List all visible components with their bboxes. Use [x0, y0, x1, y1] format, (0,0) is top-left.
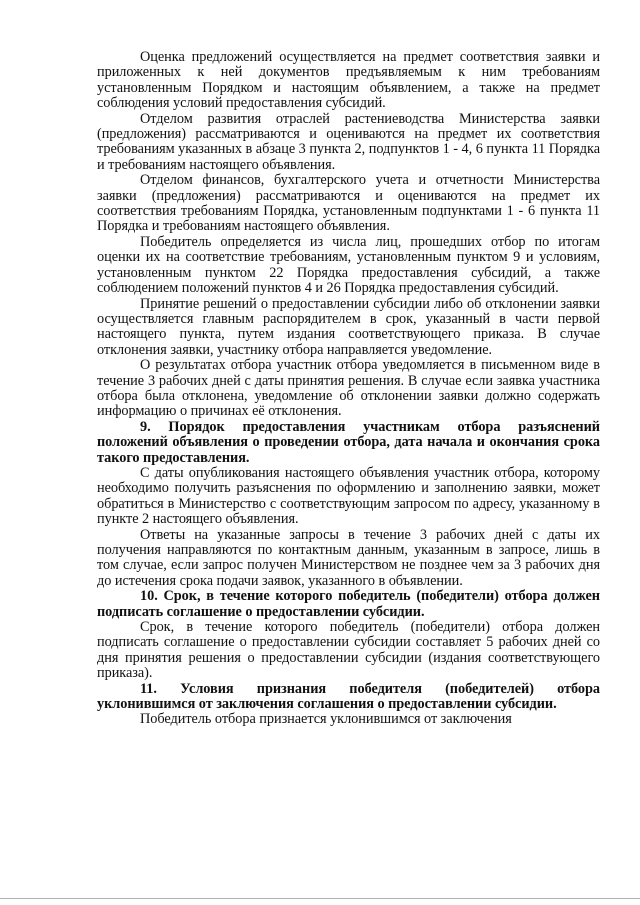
section-heading-9: 9. Порядок предоставления участникам отбора разъяснений положений объявления о проведении отбора, дата начала и окончания срока такого предоставления. [97, 418, 600, 466]
paragraph-finance-department: Отделом финансов, бухгалтерского учета и отчетности Министерства заявки (предложения) рассматриваются и оцениваются на предмет их соответствия требованиям Порядка, установленным подпунктами 1 - 6 пункта 11 Порядка и требованиям настоящего объявления. [97, 172, 600, 235]
paragraph-winner-determination: Победитель определяется из числа лиц, прошедших отбор по итогам оценки их на соответствие требованиям, установленным пунктом 9 и условиям, установленным пунктом 22 Порядка предоставления субсидий, а также соблюдением положений пунктов 4 и 26 Порядка предоставления субсидий. [97, 233, 600, 297]
section-heading-10: 10. Срок, в течение которого победитель (победители) отбора должен подписать соглашение о предоставлении субсидии. [97, 588, 600, 620]
paragraph-evaluation: Оценка предложений осуществляется на предмет соответствия заявки и приложенных к ней документов предъявляемым к ним требованиям установленным Порядком и настоящим объявлением, а также на предмет соблюдения условий предоставления субсидий. [97, 49, 600, 112]
paragraph-clarification-response: Ответы на указанные запросы в течение 3 рабочих дней с даты их получения направляются по контактным данным, указанным в запросе, лишь в том случае, если запрос получен Министерством не позднее чем за 3 рабочих дня до истечения срока подачи заявок, указанного в объявлении. [97, 526, 600, 589]
paragraph-decision: Принятие решений о предоставлении субсидии либо об отклонении заявки осуществляется главным распорядителем в срок, указанный в части первой настоящего пункта, путем издания соответствующего приказа. В случае отклонения заявки, участнику отбора направляется уведомление. [97, 295, 600, 358]
paragraph-crop-department: Отделом развития отраслей растениеводства Министерства заявки (предложения) рассматриваются и оцениваются на предмет их соответствия требованиям указанных в абзаце 3 пункта 2, подпунктов 1 - 4, 6 пункта 11 Порядка и требованиям настоящего объявления. [97, 110, 600, 173]
paragraph-signing-term: Срок, в течение которого победитель (победители) отбора должен подписать соглашение о предоставлении субсидии составляет 5 рабочих дней со дня принятия решения о предоставлении субсидии (издания соответствующего приказа). [97, 619, 600, 682]
paragraph-evasion: Победитель отбора признается уклонившимся от заключения [140, 711, 512, 728]
page-bottom-rule [0, 898, 640, 899]
paragraph-clarification-request: С даты опубликования настоящего объявления участник отбора, которому необходимо получить разъяснения по оформлению и заполнению заявки, может обратиться в Министерство с соответствующим запросом по адресу, указанному в пункте 2 настоящего объявления. [97, 464, 600, 528]
paragraph-notification: О результатах отбора участник отбора уведомляется в письменном виде в течение 3 рабочих дней с даты принятия решения. В случае если заявка участника отбора была отклонена, уведомление об отклонении заявки должно содержать информацию о причинах её отклонения. [97, 357, 600, 420]
section-heading-11: 11. Условия признания победителя (победителей) отбора уклонившимся от заключения соглашения о предоставлении субсидии. [97, 680, 600, 713]
